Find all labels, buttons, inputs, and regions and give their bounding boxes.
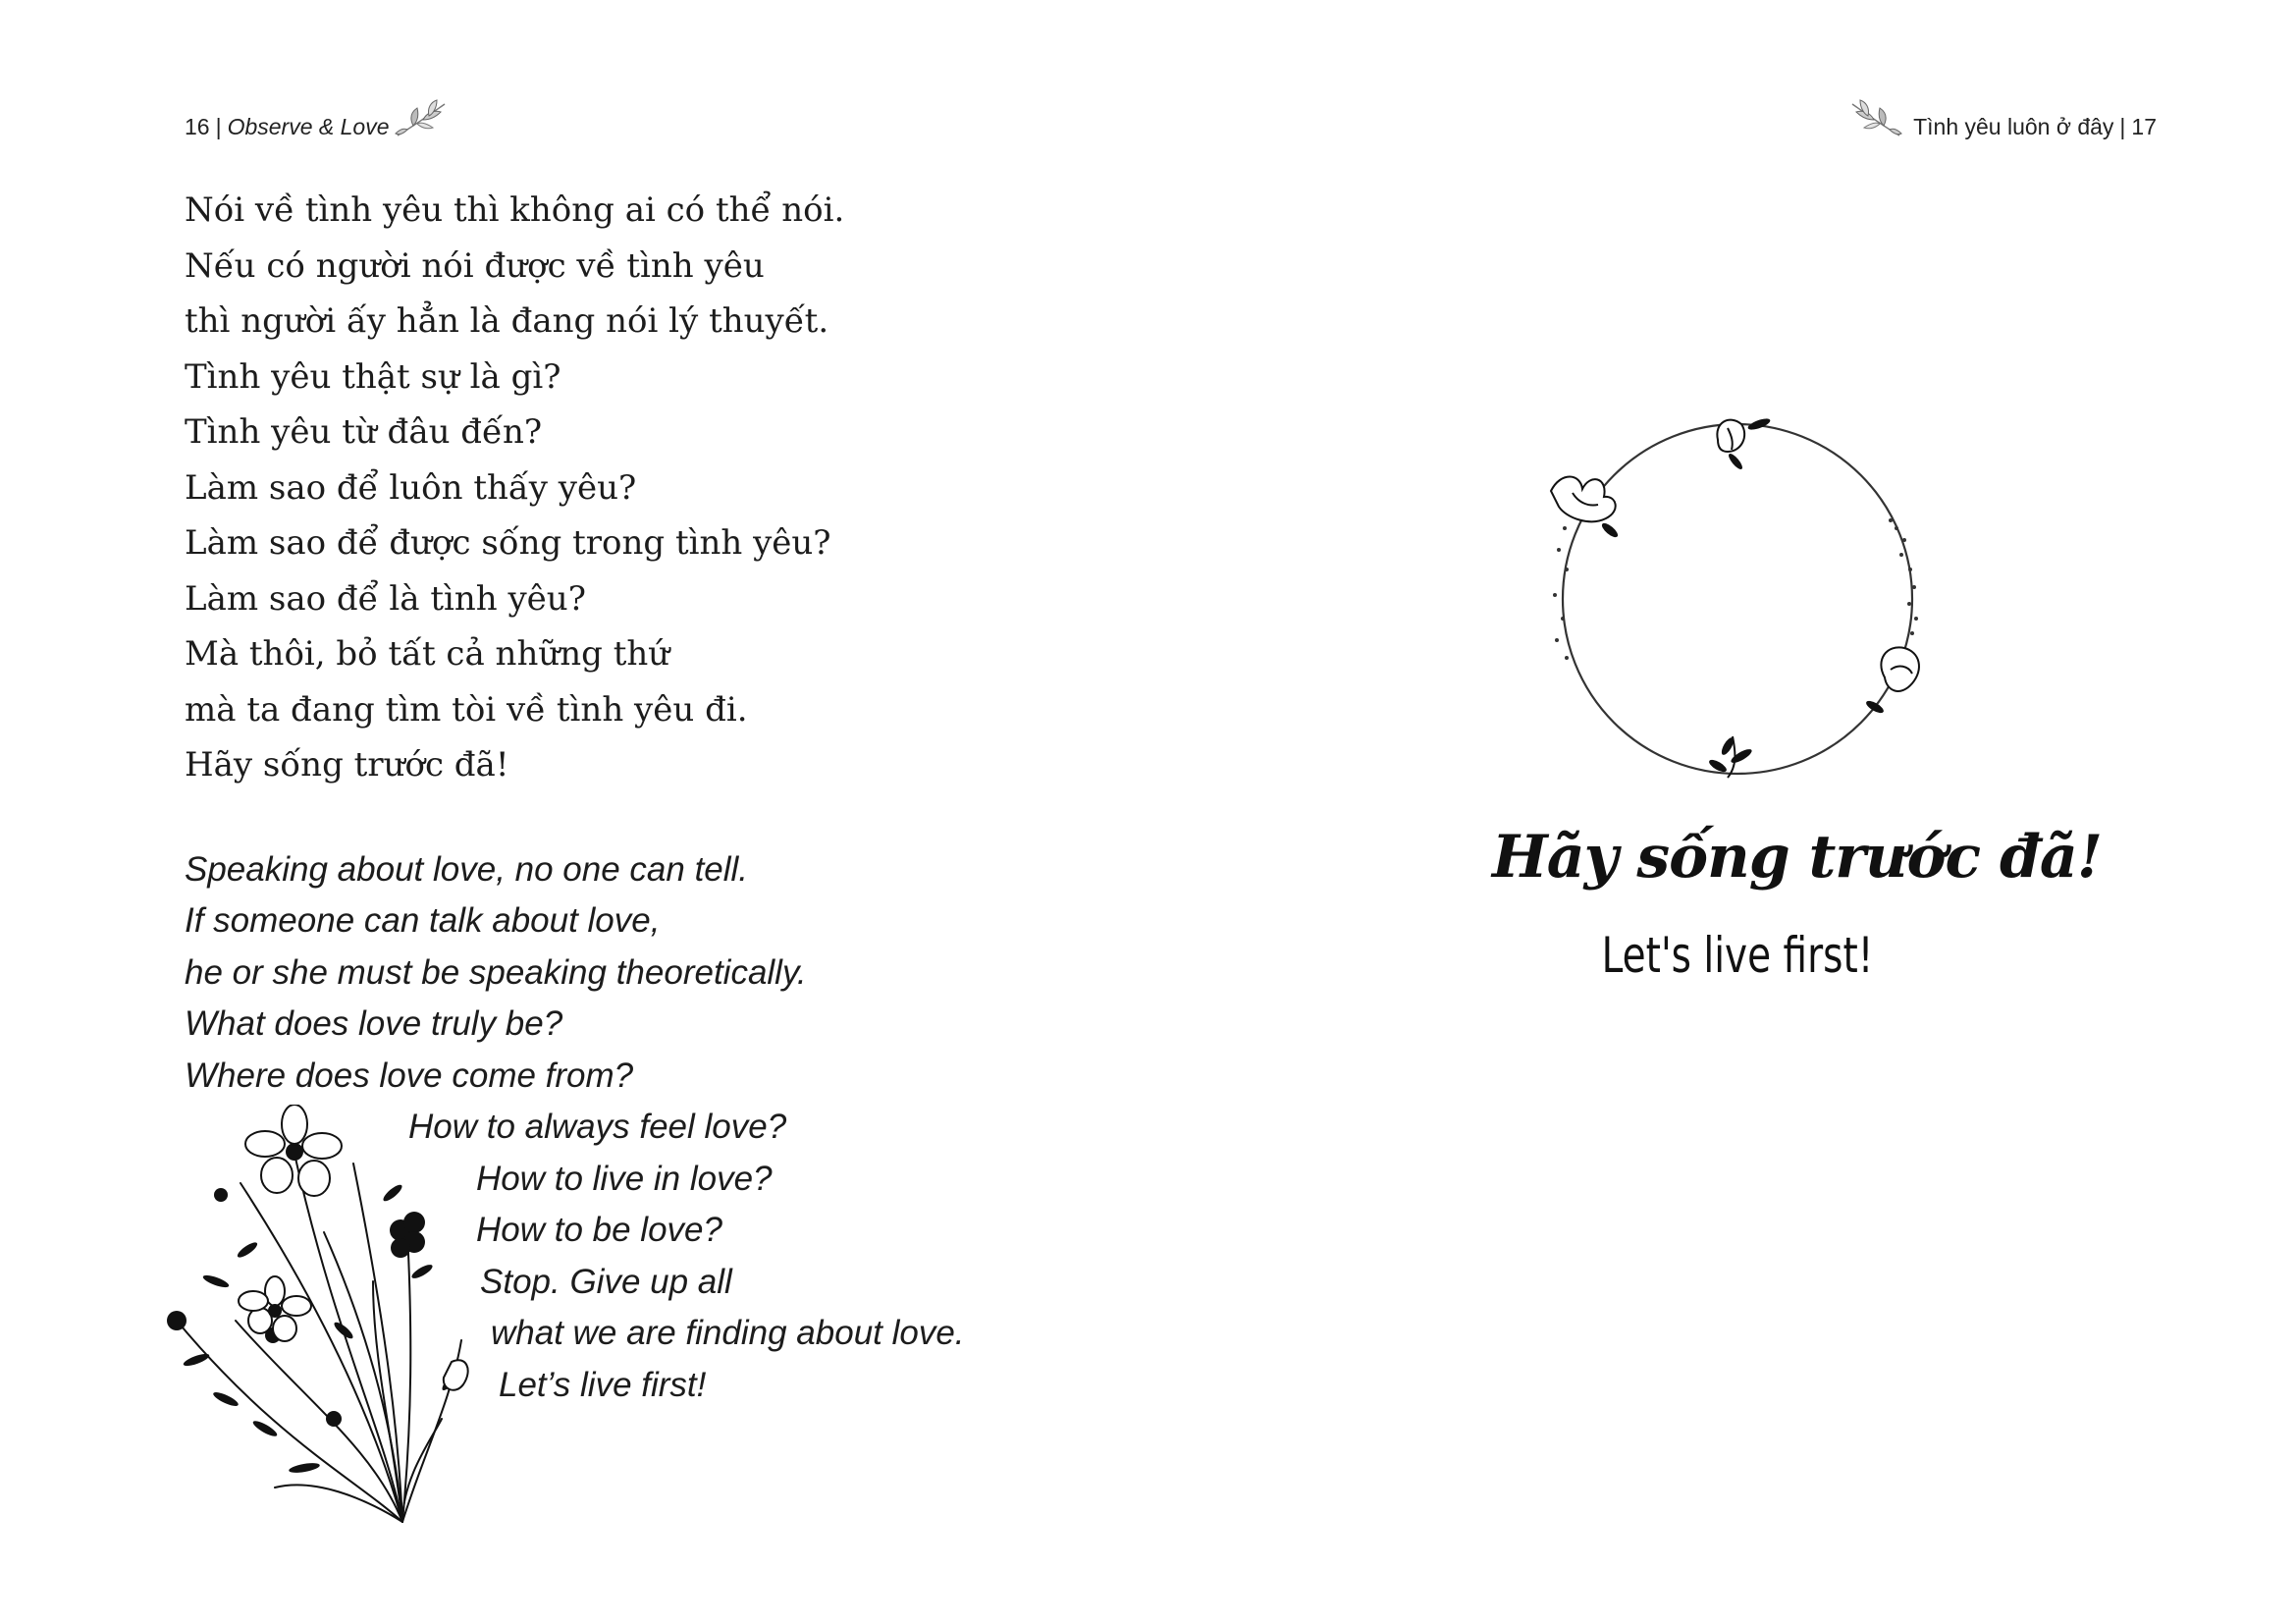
page-number: 16	[185, 113, 210, 139]
english-poem-line: what we are finding about love.	[491, 1314, 965, 1352]
english-poem-line: How to always feel love?	[408, 1108, 787, 1146]
english-poem-line: If someone can talk about love,	[185, 901, 661, 940]
leaf-sprig-icon	[1846, 98, 1903, 141]
header-separator: |	[215, 113, 222, 139]
poem-line: Hãy sống trước đã!	[185, 745, 509, 785]
poem-line: Mà thôi, bỏ tất cả những thứ	[185, 634, 670, 674]
running-head-title: Observe & Love	[227, 113, 390, 139]
page-heading-english: Let's live first!	[1601, 927, 1874, 984]
poem-line: Tình yêu thật sự là gì?	[185, 356, 561, 397]
poem-line: Làm sao để luôn thấy yêu?	[185, 467, 637, 508]
poem-line: Làm sao để là tình yêu?	[185, 578, 586, 619]
poem-line: Tình yêu từ đâu đến?	[185, 412, 543, 452]
english-poem-line: Speaking about love, no one can tell.	[185, 850, 749, 889]
english-poem-line: Stop. Give up all	[480, 1263, 732, 1301]
english-poem-line: How to live in love?	[476, 1160, 773, 1198]
vietnamese-poem	[185, 183, 844, 793]
running-head-title: Tình yêu luôn ở đây	[1913, 113, 2114, 139]
english-poem-line: How to be love?	[476, 1211, 722, 1249]
poem-line: Nói về tình yêu thì không ai có thể nói.	[185, 190, 845, 230]
floral-wreath-icon	[1531, 412, 1944, 785]
running-head-right	[1846, 112, 2157, 141]
poem-line: thì người ấy hẳn là đang nói lý thuyết.	[185, 301, 829, 341]
poem-line: mà ta đang tìm tòi về tình yêu đi.	[185, 689, 748, 730]
poem-line: Làm sao để được sống trong tình yêu?	[185, 523, 831, 563]
page-number: 17	[2131, 113, 2157, 139]
wildflower-bouquet-icon	[157, 1105, 510, 1527]
poem-line: Nếu có người nói được về tình yêu	[185, 245, 765, 286]
right-page	[1148, 0, 2296, 1624]
page-heading-vietnamese: Hãy sống trước đã!	[1492, 823, 2103, 892]
english-poem-line: Where does love come from?	[185, 1056, 634, 1095]
english-poem-line: Let’s live first!	[499, 1366, 707, 1404]
english-poem-line: What does love truly be?	[185, 1004, 563, 1043]
header-separator: |	[2119, 113, 2126, 139]
english-poem-line: he or she must be speaking theoretically.	[185, 953, 807, 992]
running-head-left	[185, 112, 451, 141]
leaf-sprig-icon	[394, 98, 451, 141]
